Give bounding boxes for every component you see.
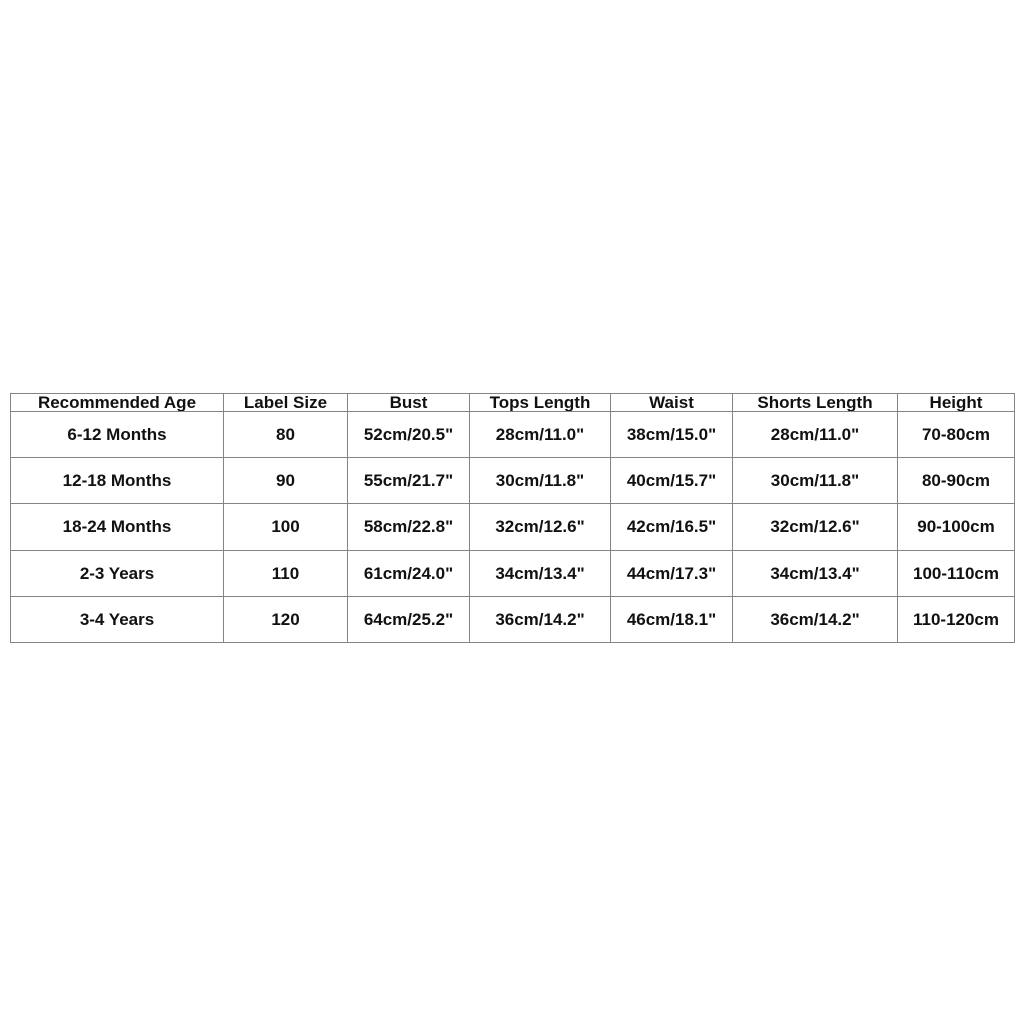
table-body (11, 412, 1015, 643)
table-cell: 55cm/21.7" (348, 458, 470, 504)
table-cell: 34cm/13.4" (733, 550, 898, 596)
table-cell: 28cm/11.0" (733, 412, 898, 458)
table-cell: 110-120cm (898, 596, 1015, 642)
table-cell: 3-4 Years (11, 596, 224, 642)
table-cell: 110 (224, 550, 348, 596)
table-cell: 12-18 Months (11, 458, 224, 504)
column-header: Tops Length (470, 394, 611, 412)
table-cell: 40cm/15.7" (611, 458, 733, 504)
table-cell: 80-90cm (898, 458, 1015, 504)
column-header: Height (898, 394, 1015, 412)
table-cell: 2-3 Years (11, 550, 224, 596)
column-header: Recommended Age (11, 394, 224, 412)
table-cell: 32cm/12.6" (470, 504, 611, 550)
table-cell: 58cm/22.8" (348, 504, 470, 550)
table-cell: 30cm/11.8" (733, 458, 898, 504)
table-cell: 52cm/20.5" (348, 412, 470, 458)
column-header: Label Size (224, 394, 348, 412)
column-header: Waist (611, 394, 733, 412)
table-cell: 64cm/25.2" (348, 596, 470, 642)
table-cell: 28cm/11.0" (470, 412, 611, 458)
table-cell: 42cm/16.5" (611, 504, 733, 550)
table-row (11, 550, 1015, 596)
table-cell: 90-100cm (898, 504, 1015, 550)
table-cell: 90 (224, 458, 348, 504)
table-cell: 6-12 Months (11, 412, 224, 458)
table-row (11, 596, 1015, 642)
table-cell: 46cm/18.1" (611, 596, 733, 642)
table-cell: 36cm/14.2" (470, 596, 611, 642)
table-cell: 38cm/15.0" (611, 412, 733, 458)
table-cell: 44cm/17.3" (611, 550, 733, 596)
table-cell: 30cm/11.8" (470, 458, 611, 504)
table-row (11, 458, 1015, 504)
table-cell: 32cm/12.6" (733, 504, 898, 550)
table-row (11, 504, 1015, 550)
table-cell: 70-80cm (898, 412, 1015, 458)
table-cell: 100-110cm (898, 550, 1015, 596)
table-cell: 18-24 Months (11, 504, 224, 550)
size-chart-table (10, 393, 1015, 643)
table-cell: 100 (224, 504, 348, 550)
table-cell: 80 (224, 412, 348, 458)
table-cell: 61cm/24.0" (348, 550, 470, 596)
table-row (11, 412, 1015, 458)
table-cell: 36cm/14.2" (733, 596, 898, 642)
table-cell: 120 (224, 596, 348, 642)
column-header: Bust (348, 394, 470, 412)
column-header: Shorts Length (733, 394, 898, 412)
header-row (11, 394, 1015, 412)
table-cell: 34cm/13.4" (470, 550, 611, 596)
